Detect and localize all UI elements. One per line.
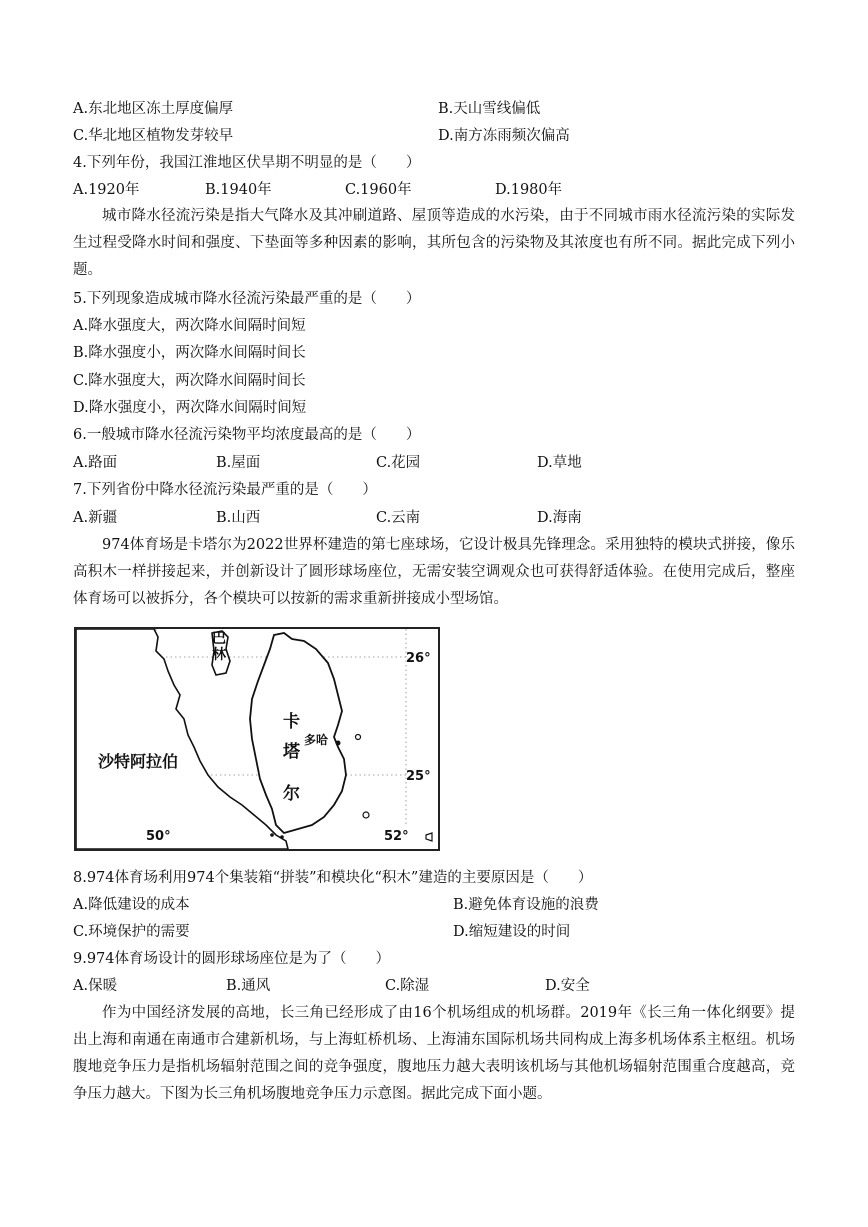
q4-option-b: B.1940年 [205,182,272,198]
label-qatar-1: 卡 [283,712,300,732]
q4-option-d: D.1980年 [495,182,563,198]
q8-stem: 8.974体育场利用974个集装箱“拼装”和模块化“积木”建造的主要原因是（ ） [73,870,593,886]
q3-option-a: A.东北地区冻土厚度偏厚 [73,101,234,117]
q8-option-b: B.避免体育设施的浪费 [453,897,599,913]
q8-option-d: D.缩短建设的时间 [453,924,571,940]
label-lon-52: 52° [384,829,409,844]
passage-974-stadium: 974体育场是卡塔尔为2022世界杯建造的第七座球场，它设计极具先锋理念。采用独特的模块式拼接，像乐高积木一样拼接起来，并创新设计了圆形球场座位，无需安装空调观众也可获得舒适体验。在使用完成后，整座体育场可以被拆分，各个模块可以按新的需求重新拼接成小型场馆。 [73,537,795,607]
q8-option-c: C.环境保护的需要 [73,924,190,940]
q7-option-a: A.新疆 [73,510,118,526]
q7-option-d: D.海南 [537,510,582,526]
label-saudi-arabia: 沙特阿拉伯 [98,752,179,771]
q3-option-b: B.天山雪线偏低 [438,101,541,117]
q4-option-c: C.1960年 [345,182,412,198]
q3-option-d: D.南方冻雨频次偏高 [438,128,570,144]
q5-option-a: A.降水强度大，两次降水间隔时间短 [73,318,306,334]
q4-option-a: A.1920年 [73,182,140,198]
q5-option-d: D.降水强度小，两次降水间隔时间短 [73,400,307,416]
q6-option-c: C.花园 [376,455,421,471]
q6-option-d: D.草地 [537,455,582,471]
q9-option-c: C.除湿 [385,978,430,994]
passage-yangtze-airports: 作为中国经济发展的高地，长三角已经形成了由16个机场组成的机场群。2019年《长三角一体化纲要》提出上海和南通在南通市合建新机场，与上海虹桥机场、上海浦东国际机场共同构成上海多机场体系主枢纽。机场腹地竞争压力是指机场辐射范围之间的竞争强度，腹地压力越大表明该机场与其他机场辐射范围重合度越高，竞争压力越大。下图为长三角机场腹地竞争压力示意图。据此完成下面小题。 [73,1005,795,1102]
q3-option-c: C.华北地区植物发芽较早 [73,128,234,144]
q8-option-a: A.降低建设的成本 [73,897,190,913]
label-qatar-3: 尔 [283,784,300,804]
q9-option-a: A.保暖 [73,978,118,994]
label-lat-26: 26° [406,651,431,666]
qatar-map [74,627,440,851]
label-lon-50: 50° [146,829,171,844]
label-qatar-2: 塔 [283,742,300,762]
q4-stem: 4.下列年份，我国江淮地区伏旱期不明显的是（ ） [73,155,421,171]
q7-option-c: C.云南 [376,510,421,526]
q6-option-a: A.路面 [73,455,118,471]
q6-stem: 6.一般城市降水径流污染物平均浓度最高的是（ ） [73,427,421,443]
label-lat-25: 25° [406,769,431,784]
qatar-map-drawing [76,629,438,849]
passage-runoff-pollution: 城市降水径流污染是指大气降水及其冲刷道路、屋顶等造成的水污染，由于不同城市雨水径流污染的实际发生过程受降水时间和强度、下垫面等多种因素的影响，其所包含的污染物及其浓度也有所不同。据此完成下列小题。 [73,208,795,278]
q6-option-b: B.屋面 [216,455,261,471]
q5-option-c: C.降水强度大，两次降水间隔时间长 [73,373,306,389]
label-doha: 多哈 [304,733,329,747]
q9-stem: 9.974体育场设计的圆形球场座位是为了（ ） [73,951,391,967]
q7-stem: 7.下列省份中降水径流污染最严重的是（ ） [73,482,377,498]
q7-option-b: B.山西 [216,510,261,526]
q9-option-d: D.安全 [545,978,590,994]
label-bahrain-1: 巴林 [212,631,226,663]
q5-option-b: B.降水强度小，两次降水间隔时间长 [73,345,306,361]
q9-option-b: B.通风 [226,978,271,994]
q5-stem: 5.下列现象造成城市降水径流污染最严重的是（ ） [73,291,421,307]
doha-marker [336,741,341,746]
